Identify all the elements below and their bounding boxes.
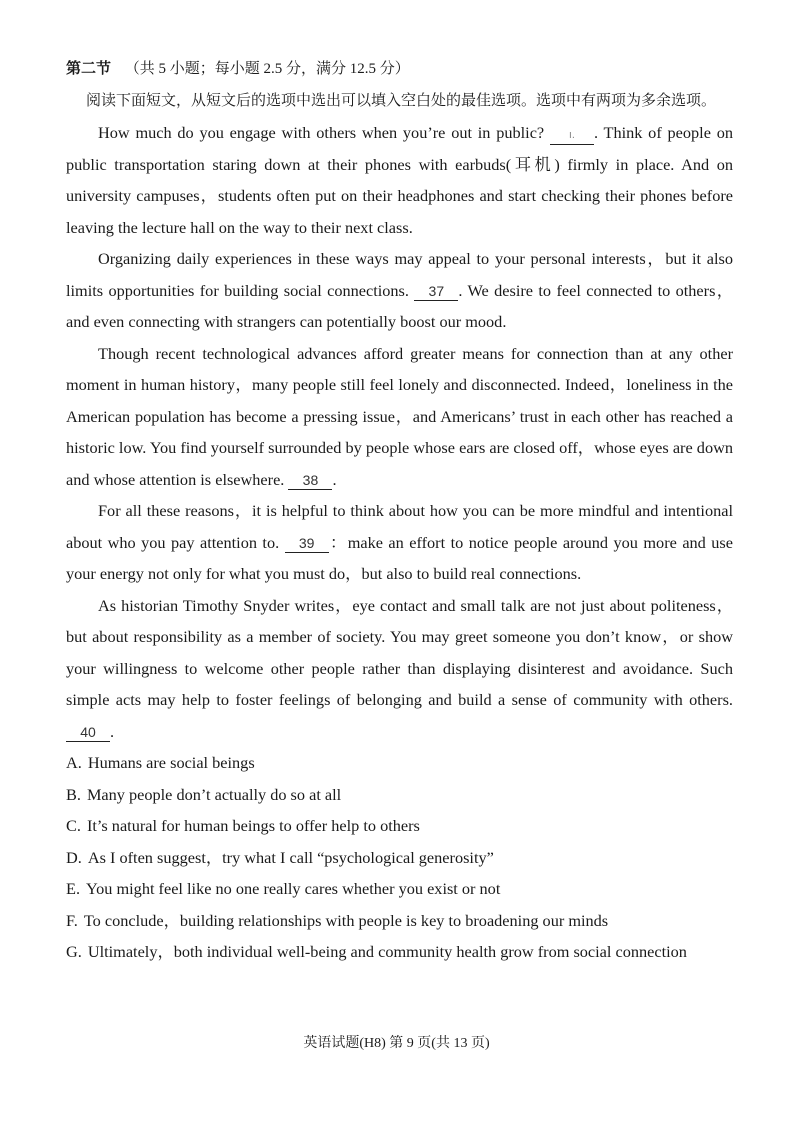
option-a <box>66 747 733 779</box>
paragraph-text: As historian Timothy Snyder writes，eye contact and small talk are not just about politeness，but about responsibility as a member of society. You may greet someone you don’t know，or show your willingness to welcome other people rather than displaying disinterest and avoidance. Such simple acts may help to foster feelings of belonging and build a sense of community with others. <box>66 595 733 709</box>
option-b <box>66 779 733 811</box>
option-letter: D. <box>66 847 82 867</box>
options-list <box>66 747 733 968</box>
section-header <box>66 54 733 86</box>
exam-page <box>66 54 733 968</box>
option-e <box>66 873 733 905</box>
option-g <box>66 936 733 968</box>
option-letter: A. <box>66 753 82 772</box>
paragraph-text: . We desire to feel connected to others，and even connecting with strangers can potentially boost our mood. <box>66 280 733 331</box>
blank-36: ı. <box>550 126 594 145</box>
page-footer: 英语试题(H8) 第 9 页(共 13 页) <box>303 1036 490 1051</box>
instructions: 阅读下面短文，从短文后的选项中选出可以填入空白处的最佳选项。选项中有两项为多余选项。 <box>86 92 717 109</box>
option-text: You might feel like no one really cares whether you exist or not <box>86 879 501 898</box>
section-score-note: （共 5 小题；每小题 2.5 分，满分 12.5 分） <box>124 61 410 77</box>
paragraph-text: Though recent technological advances afford greater means for connection than at any other moment in human history，many people still feel lonely and disconnected. Indeed，loneliness in the American population has become a pressing issue，and Americans’ trust in each other has reached a historic low. You find yourself surrounded by people whose ears are closed off，whose eyes are down and whose attention is elsewhere. <box>66 343 733 489</box>
option-text: Humans are social beings <box>87 753 255 772</box>
passage-paragraph-4 <box>66 495 733 590</box>
option-text: Ultimately，both individual well-being and community health grow from social connection <box>87 942 687 961</box>
option-letter: B. <box>66 784 81 804</box>
blank-37: 37 <box>414 282 458 301</box>
option-text: To conclude，building relationships with people is key to broadening our minds <box>83 910 609 930</box>
passage-paragraph-3 <box>66 338 733 496</box>
blank-39: 39 <box>285 534 329 553</box>
paragraph-text: . <box>332 469 337 489</box>
paragraph-text: How much do you engage with others when you’re out in public? <box>98 123 550 142</box>
passage-paragraph-5 <box>66 590 733 748</box>
option-letter: G. <box>66 942 82 961</box>
option-c <box>66 810 733 842</box>
paragraph-text: For all these reasons，it is helpful to think about how you can be more mindful and intentional about who you pay attention to. <box>66 501 733 552</box>
section-title: 第二节 <box>66 61 112 77</box>
paragraph-text: . <box>110 721 115 741</box>
option-text: Many people don’t actually do so at all <box>86 784 342 804</box>
blank-38: 38 <box>288 471 332 490</box>
passage-paragraph-1 <box>66 117 733 243</box>
option-letter: C. <box>66 816 81 835</box>
passage-paragraph-2 <box>66 243 733 338</box>
blank-40: 40 <box>66 723 110 742</box>
paragraph-text: Organizing daily experiences in these ways may appeal to your personal interests，but it also limits opportunities for building social connections. <box>66 249 733 300</box>
option-f <box>66 905 733 937</box>
paragraph-text: . Think of people on public transportation staring down at their phones with earbuds(耳机) firmly in place. And on university campuses，students often put on their headphones and start checking their phones before leaving the lecture hall on the way to their next class. <box>66 123 733 237</box>
option-d <box>66 842 733 874</box>
option-text: As I often suggest，try what I call “psychological generosity” <box>87 847 494 867</box>
option-text: It’s natural for human beings to offer help to others <box>86 816 420 835</box>
paragraph-text: ：make an effort to notice people around you more and use your energy not only for what you must do，but also to build real connections. <box>66 532 733 583</box>
option-letter: E. <box>66 879 81 898</box>
option-letter: F. <box>66 910 78 930</box>
